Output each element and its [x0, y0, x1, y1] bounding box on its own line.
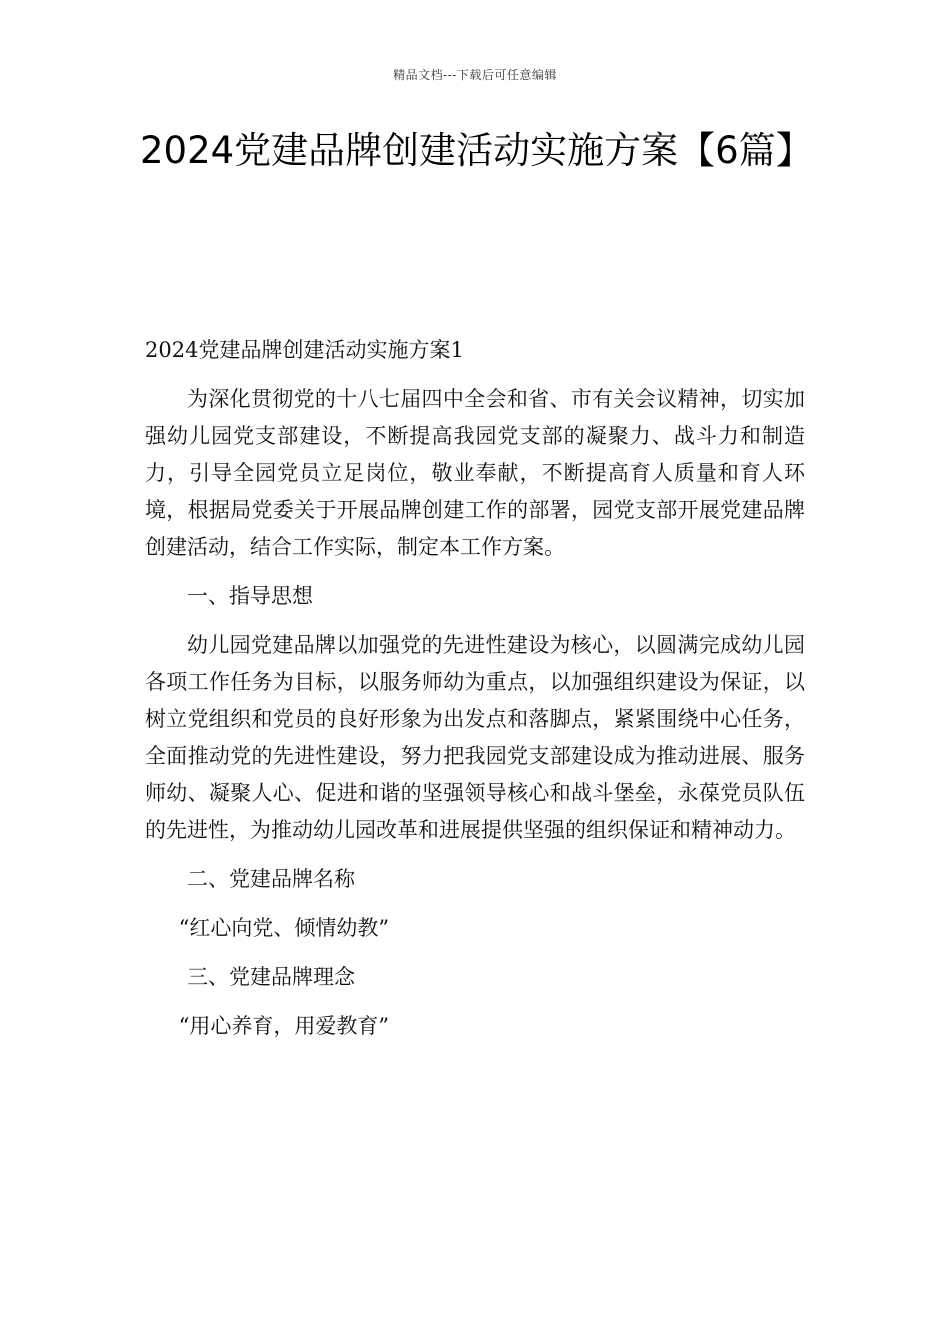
- brand-name-text: “红心向党、倾情幼教”: [178, 916, 390, 940]
- section-title: 2024党建品牌创建活动实施方案1: [145, 338, 464, 362]
- heading-brand-concept: 三、党建品牌理念: [187, 965, 355, 989]
- header-note: 精品文档---下载后可任意编辑: [393, 68, 557, 82]
- heading-brand-name: 二、党建品牌名称: [187, 867, 355, 891]
- intro-paragraph: 为深化贯彻党的十八七届四中全会和省、市有关会议精神，切实加强幼儿园党支部建设，不断提高我园党支部的凝聚力、战斗力和制造力，引导全园党员立足岗位，敬业奉献，不断提高育人质量和育人环境，根据局党委关于开展品牌创建工作的部署，园党支部开展党建品牌创建活动，结合工作实际，制定本工作方案。: [145, 387, 805, 559]
- document-body: [145, 332, 805, 1057]
- brand-concept-text: “用心养育，用爱教育”: [178, 1014, 390, 1038]
- document-title: 2024党建品牌创建活动实施方案【6篇】: [140, 129, 813, 172]
- guiding-ideology-paragraph: 幼儿园党建品牌以加强党的先进性建设为核心，以圆满完成幼儿园各项工作任务为目标，以服务师幼为重点，以加强组织建设为保证，以树立党组织和党员的良好形象为出发点和落脚点，紧紧围绕中心任务，全面推动党的先进性建设，努力把我园党支部建设成为推动进展、服务师幼、凝聚人心、促进和谐的坚强领导核心和战斗堡垒，永葆党员队伍的先进性，为推动幼儿园改革和进展提供坚强的组织保证和精神动力。: [145, 633, 805, 842]
- heading-guiding-ideology: 一、指导思想: [187, 584, 313, 608]
